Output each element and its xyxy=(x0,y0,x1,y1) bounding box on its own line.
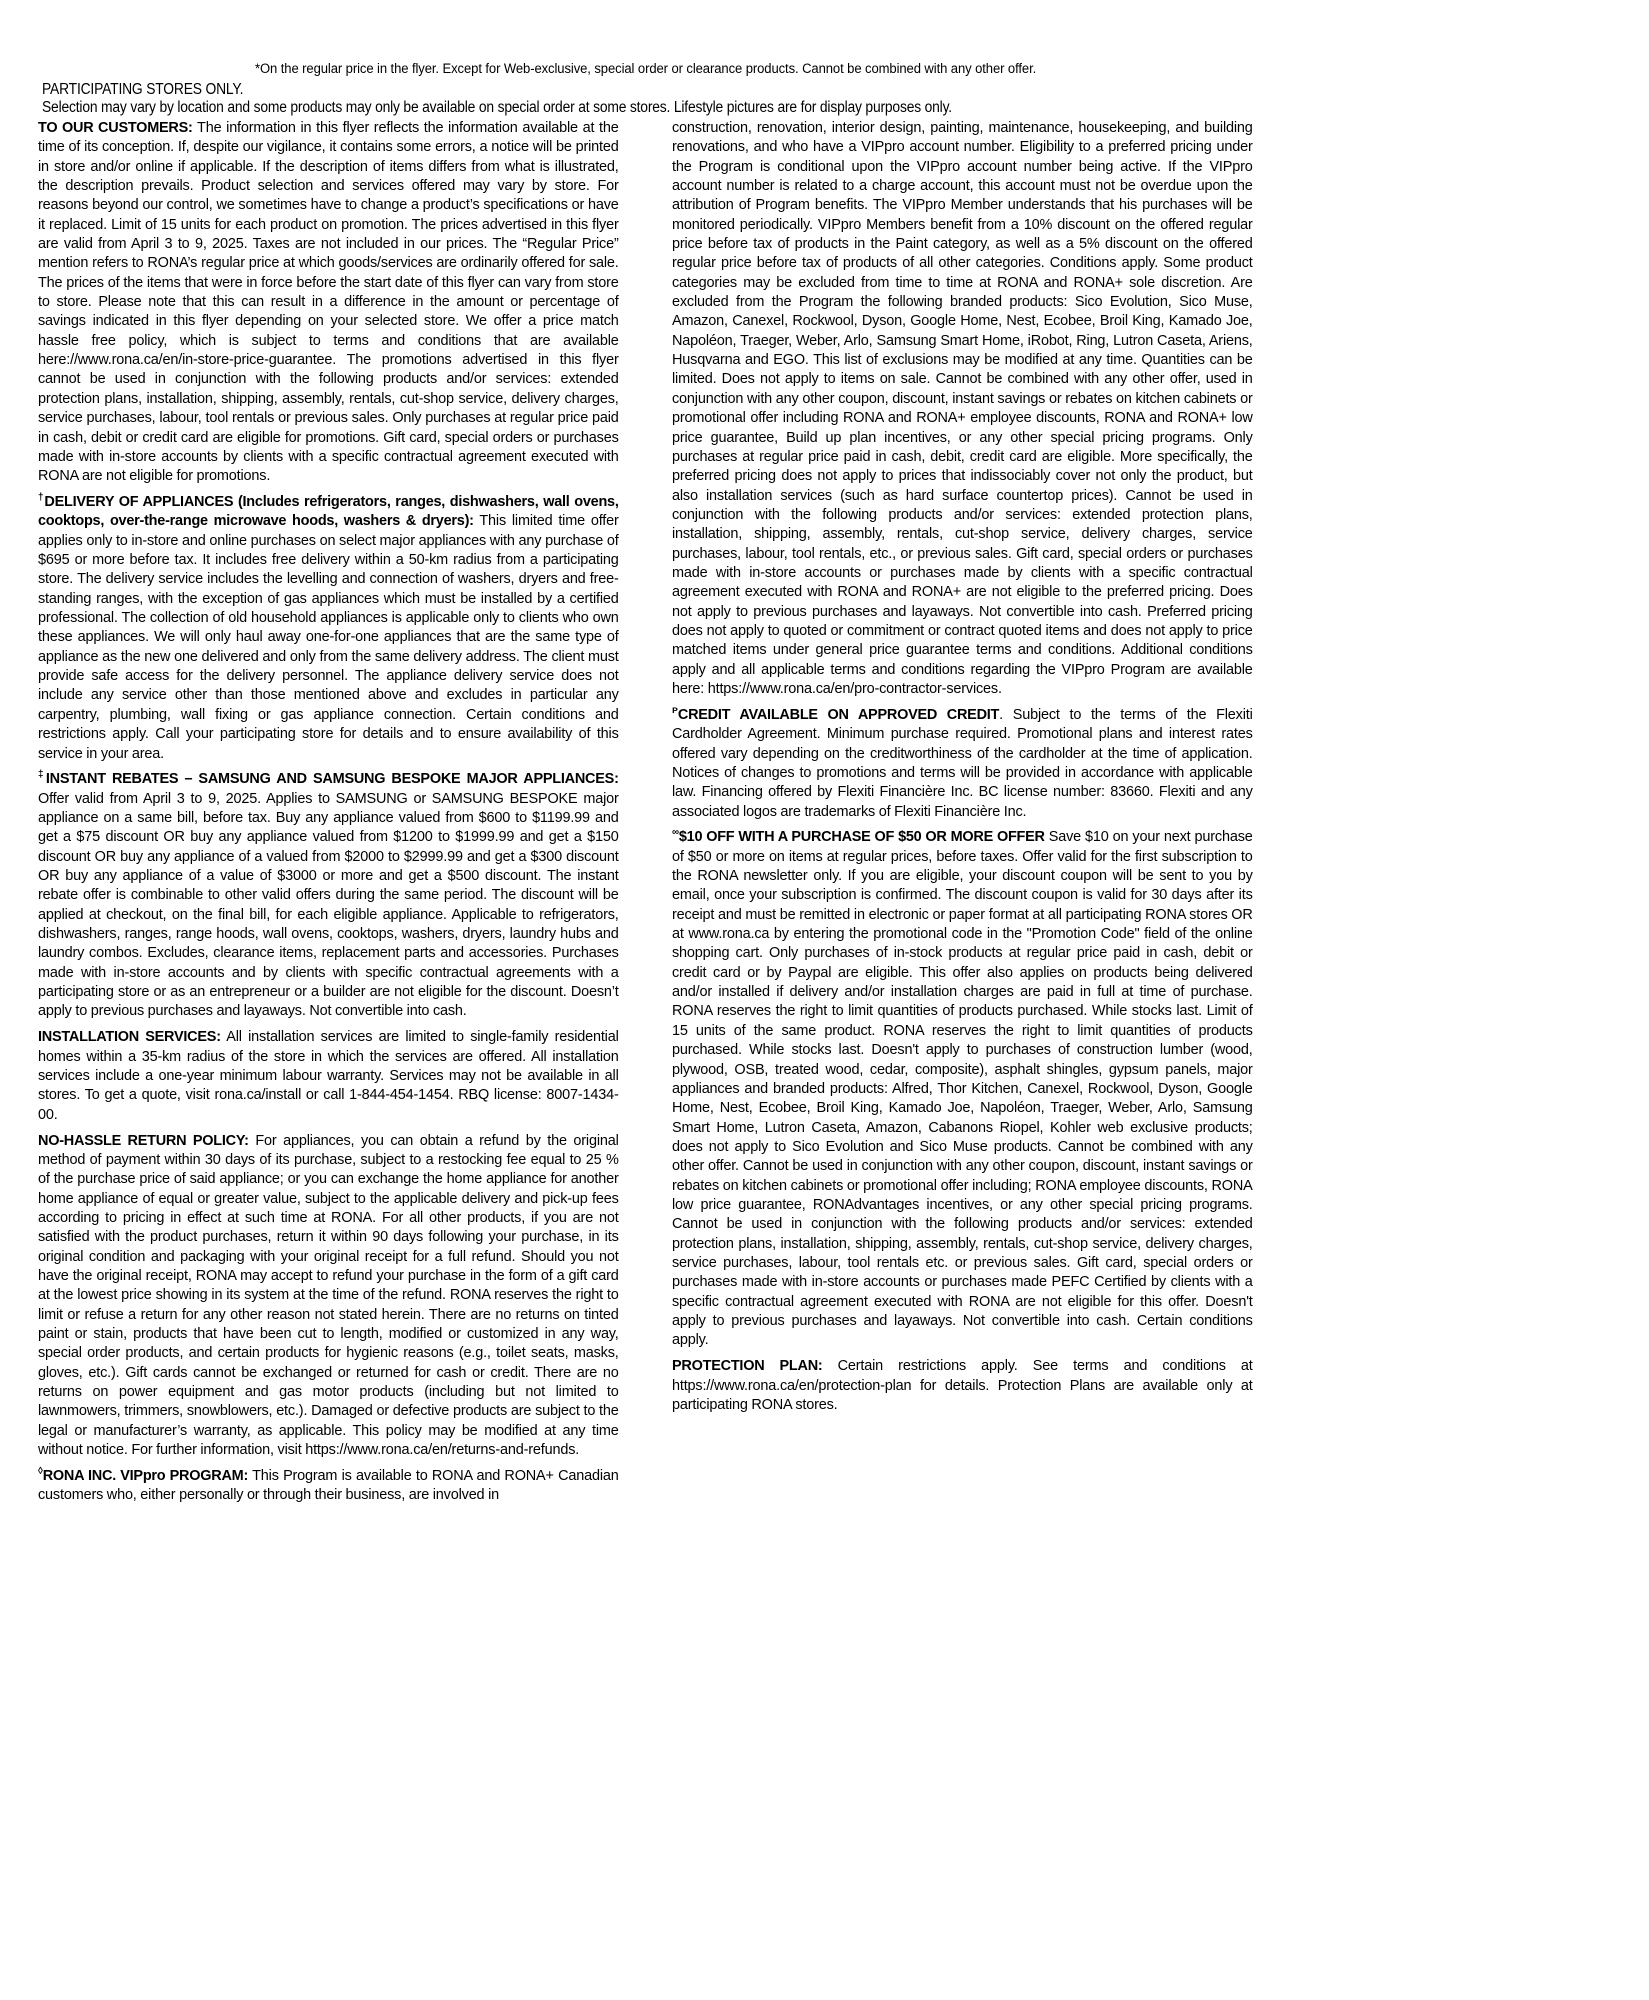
section-rona-vippro-program xyxy=(38,1466,619,1505)
section-heading: $10 OFF WITH A PURCHASE OF $50 OR MORE OFFER xyxy=(678,828,1045,846)
section-marker: ∞ xyxy=(672,827,679,839)
section-marker: † xyxy=(38,491,45,503)
section-heading: PROTECTION PLAN: xyxy=(672,1357,823,1375)
left-column xyxy=(38,118,646,1505)
section-body: The information in this flyer reflects the information available at the time of its conception. If, despite our vigilance, it contains some errors, a notice will be printed in store and/or online if applicable. If the description of items differs from what is illustrated, the description prevails. Product selection and services offered may vary by store. For reasons beyond our control, we sometimes have to change a product’s specifications or have it replaced. Limit of 15 units for each product on promotion. The prices advertised in this flyer are valid from April 3 to 9, 2025. Taxes are not included in our prices. The “Regular Price” mention refers to RONA’s regular price at which goods/services are ordinarily offered for sale. The prices of the items that were in force before the start date of this flyer can vary from store to store. Please note that this can result in a difference in the amount or percentage of savings indicated in this flyer depending on your selected store. We offer a price match hassle free policy, which is subject to terms and conditions that are available here://www.rona.ca/en/in-store-price-guarantee. The promotions advertised in this flyer cannot be used in conjunction with the following products and/or services: extended protection plans, installation, shipping, assembly, rentals, cut-shop service, delivery charges, service purchases, labour, tool rentals or previous sales. Only purchases at regular price paid in cash, debit or credit card are eligible for promotions. Gift card, special orders or purchases made with in-store accounts by clients with a specific contractual agreement executed with RONA are not eligible for promotions. xyxy=(38,119,619,485)
section-ten-dollars-off xyxy=(672,827,1253,1349)
section-no-hassle-return-policy xyxy=(38,1131,619,1460)
selection-availability-note: Selection may vary by location and some products may only be available on special order at some stores. Lifestyle pictures are for display purposes only. xyxy=(42,99,952,116)
section-body: Certain restrictions apply. See terms and conditions at https://www.rona.ca/en/protection-plan for details. Protection Plans are available only at participating RONA stores. xyxy=(672,1357,1253,1413)
section-heading: INSTANT REBATES – SAMSUNG AND SAMSUNG BESPOKE MAJOR APPLIANCES: xyxy=(45,770,619,788)
section-marker: ‡ xyxy=(38,769,46,781)
section-body: For appliances, you can obtain a refund by the original method of payment within 30 days of its purchase, subject to a restocking fee equal to 25 % of the purchase price of said appliance; or you can exchange the home appliance for another home appliance of equal or greater value, subject to the applicable delivery and pick-up fees according to pricing in effect at such time at RONA. For all other products, if you are not satisfied with the product purchases, return it within 90 days following your purchase, in its original condition and packaging with your original receipt for a full refund. Should you not have the original receipt, RONA may accept to refund your purchase in the form of a gift card at the lowest price showing in its system at the time of the refund. RONA reserves the right to limit or refuse a return for any other reason not stated herein. There are no returns on tinted paint or stain, products that have been cut to length, modified or customized in any way, special order products, and certain products for hygienic reasons (e.g., toilet seats, masks, gloves, etc.). Gift cards cannot be exchanged or returned for cash or credit. There are no returns on power equipment and gas motor products (including but not limited to lawnmowers, trimmers, snowblowers, etc.). Damaged or defective products are subject to the legal or manufacturer’s warranty, as applicable. This policy may be modified at any time without notice. For further information, visit https://www.rona.ca/en/returns-and-refunds. xyxy=(38,1131,619,1459)
participating-stores-label: PARTICIPATING STORES ONLY. xyxy=(42,81,244,98)
section-body: This limited time offer applies only to in-store and online purchases on select major appliances with any purchase of $695 or more before tax. It includes free delivery within a 50-km radius from a participating store. The delivery service includes the levelling and connection of washers, dryers and free- standing ranges, with the exception of gas appliances which must be installed by a certified professional. The collection of old household appliances is applicable only to clients who own these appliances. We will only haul away one-for-one appliances that are the same type of appliance as the new one delivered and only from the same delivery address. The client must provide safe access for the delivery personnel. The appliance delivery service does not include any service other than those mentioned above and excludes in particular any carpentry, plumbing, wall fixing or gas appliance connection. Certain conditions and restrictions apply. Call your participating store for details and to ensure availability of this service in your area. xyxy=(38,512,619,762)
section-heading: RONA INC. VIPpro PROGRAM: xyxy=(42,1466,249,1484)
section-installation-services xyxy=(38,1027,619,1124)
section-body: . Subject to the terms of the Flexiti Cardholder Agreement. Minimum purchase required. Promotional plans and interest rates offered vary depending on the creditworthiness of the cardholder at the time of application. Notices of changes to promotions and terms will be provided in accordance with applicable law. Financing offered by Flexiti Financière Inc. BC license number: 83660. Flexiti and any associated logos are trademarks of Flexiti Financière Inc. xyxy=(672,705,1253,820)
section-heading: INSTALLATION SERVICES: xyxy=(38,1028,221,1046)
section-heading: CREDIT AVAILABLE ON APPROVED CREDIT xyxy=(677,705,1000,723)
terms-columns xyxy=(38,118,1278,1505)
section-heading: NO-HASSLE RETURN POLICY: xyxy=(38,1131,249,1149)
section-vippro-continued xyxy=(672,118,1253,698)
section-to-our-customers xyxy=(38,118,619,486)
section-instant-rebates-samsung xyxy=(38,769,619,1020)
section-body: Save $10 on your next purchase of $50 or more on items at regular prices, before taxes. Offer valid for the first subscription to the RONA newsletter only. If you are eligible, your discount coupon will be sent to you by email, once your subscription is confirmed. The discount coupon is valid for 30 days after its receipt and must be remitted in electronic or paper format at all participating RONA stores OR at www.rona.ca by entering the promotional code in the "Promotion Code" field of the online shopping cart. Only purchases of in-stock products at regular price paid in cash, debit or credit card or by Paypal are eligible. This offer also applies on products being delivered and/or installed if delivery and/or installation charges are paid in full at time of purchase. RONA reserves the right to limit quantities of products purchased. While stocks last. Limit of 15 units of the same product. RONA reserves the right to limit quantities of products purchased. While stocks last. Doesn't apply to purchases of construction lumber (wood, plywood, OSB, treated wood, cedar, composite), asphalt shingles, gypsum panels, major appliances and branded products: Alfred, Thor Kitchen, Canexel, Rockwool, Dyson, Google Home, Nest, Ecobee, Broil King, Kamado Joe, Napoléon, Traeger, Weber, Arlo, Samsung Smart Home, Lutron Caseta, Amazon, Cabanons Riopel, Kohler web exclusive products; does not apply to Sico Evolution and Sico Muse products. Cannot be combined with any other offer. Cannot be used in conjunction with any other coupon, discount, instant savings or rebates on kitchen cabinets or promotional offer including; RONA employee discounts, RONA low price guarantee, RONAdvantages incentives, or any other special pricing programs. Cannot be used in conjunction with the following products and/or services: extended protection plans, installation, shipping, assembly, rentals, cut-shop service, delivery charges, service purchases, labour, tool rentals etc. or previous sales. Gift card, special orders or purchases made with in-store accounts or purchases made PEFC Certified by clients with a specific contractual agreement executed with RONA are not eligible for this offer. Doesn't apply to previous purchases and layaways. Not convertible into cash. Certain conditions apply. xyxy=(672,828,1253,1349)
section-heading: TO OUR CUSTOMERS: xyxy=(38,119,193,136)
top-disclaimer-note: *On the regular price in the flyer. Except for Web-exclusive, special order or clearance products. Cannot be combined with any other offer. xyxy=(255,61,1037,77)
section-body: All installation services are limited to single-family residential homes within a 35-km radius of the store in which the services are offered. All installation services include a one-year minimum labour warranty. Services may not be available in all stores. To get a quote, visit rona.ca/install or call 1-844-454-1454. RBQ license: 8007-1434-00. xyxy=(38,1028,619,1123)
right-column xyxy=(672,118,1280,1414)
section-marker: ᴘ xyxy=(672,704,678,716)
section-heading: DELIVERY OF APPLIANCES (Includes refrigerators, ranges, dishwashers, wall ovens, cooktops, over-the-range microwave hoods, washers & dryers): xyxy=(38,493,619,530)
section-delivery-of-appliances xyxy=(38,492,619,763)
section-marker: ◊ xyxy=(38,1465,43,1477)
section-body: Offer valid from April 3 to 9, 2025. Applies to SAMSUNG or SAMSUNG BESPOKE major appliance on a same bill, before tax. Buy any appliance valued from $600 to $1199.99 and get a $75 discount OR buy any appliance valued from $1200 to $1999.99 and get a $150 discount OR buy any appliance of a valued from $2000 to $2999.99 and get a $300 discount OR buy any appliance of a value of $3000 or more and get a $500 discount. The instant rebate offer is combinable to other valid offers during the same period. The discount will be applied at checkout, on the final bill, for each eligible appliance. Applicable to refrigerators, dishwashers, ranges, range hoods, wall ovens, cooktops, washers, dryers, laundry hubs and laundry combos. Excludes, clearance items, replacement parts and accessories. Purchases made with in-store accounts and by clients with specific contractual agreements with a participating store or as an entrepreneur or a builder are not eligible for the discount. Doesn’t apply to previous purchases and layaways. Not convertible into cash. xyxy=(38,789,619,1020)
section-body: construction, renovation, interior design, painting, maintenance, housekeeping, and building renovations, and who have a VIPpro account number. Eligibility to a preferred pricing under the Program is conditional upon the VIPpro account number being active. If the VIPpro account number is related to a charge account, this account must not be overdue upon the attribution of Program benefits. The VIPpro Member understands that his purchases will be monitored periodically. VIPpro Members benefit from a 10% discount on the offered regular price before tax of products in the Paint category, as well as a 5% discount on the offered regular price before tax of products of all other categories. Conditions apply. Some product categories may be excluded from time to time at RONA and RONA+ sole discretion. Are excluded from the Program the following branded products: Sico Evolution, Sico Muse, Amazon, Canexel, Rockwool, Dyson, Google Home, Nest, Ecobee, Broil King, Kamado Joe, Napoléon, Traeger, Weber, Arlo, Samsung Smart Home, iRobot, Ring, Lutron Caseta, Ariens, Husqvarna and EGO. This list of exclusions may be modified at any time. Quantities can be limited. Does not apply to items on sale. Cannot be combined with any other offer, used in conjunction with any other coupon, discount, instant savings or rebates on kitchen cabinets or promotional offer including RONA and RONA+ employee discounts, RONA and RONA+ low price guarantee, Build up plan incentives, or any other special pricing programs. Only purchases at regular price paid in cash, debit, credit card are eligible. More specifically, the preferred pricing does not apply to prices that indissociably cover not only the product, but also installation services (such as hard surface countertop prices). Cannot be used in conjunction with the following products and/or services: extended protection plans, installation, shipping, assembly, rentals, cut-shop service, delivery charges, service purchases, labour, tool rentals, etc., or previous sales. Gift card, special orders or purchases made with in-store accounts or purchases made by clients with a specific contractual agreement executed with RONA and RONA+ are not eligible to the preferred pricing. Does not apply to previous purchases and layaways. Not convertible into cash. Preferred pricing does not apply to quoted or commitment or contract quoted items and does not apply to price matched items under general price guarantee terms and conditions. Additional conditions apply and all applicable terms and conditions regarding the VIPpro Program are available here: https://www.rona.ca/en/pro-contractor-services. xyxy=(672,119,1253,697)
section-protection-plan xyxy=(672,1356,1253,1414)
section-body: This Program is available to RONA and RONA+ Canadian customers who, either personally or through their business, are involved in xyxy=(38,1466,619,1504)
section-credit-available xyxy=(672,705,1253,821)
